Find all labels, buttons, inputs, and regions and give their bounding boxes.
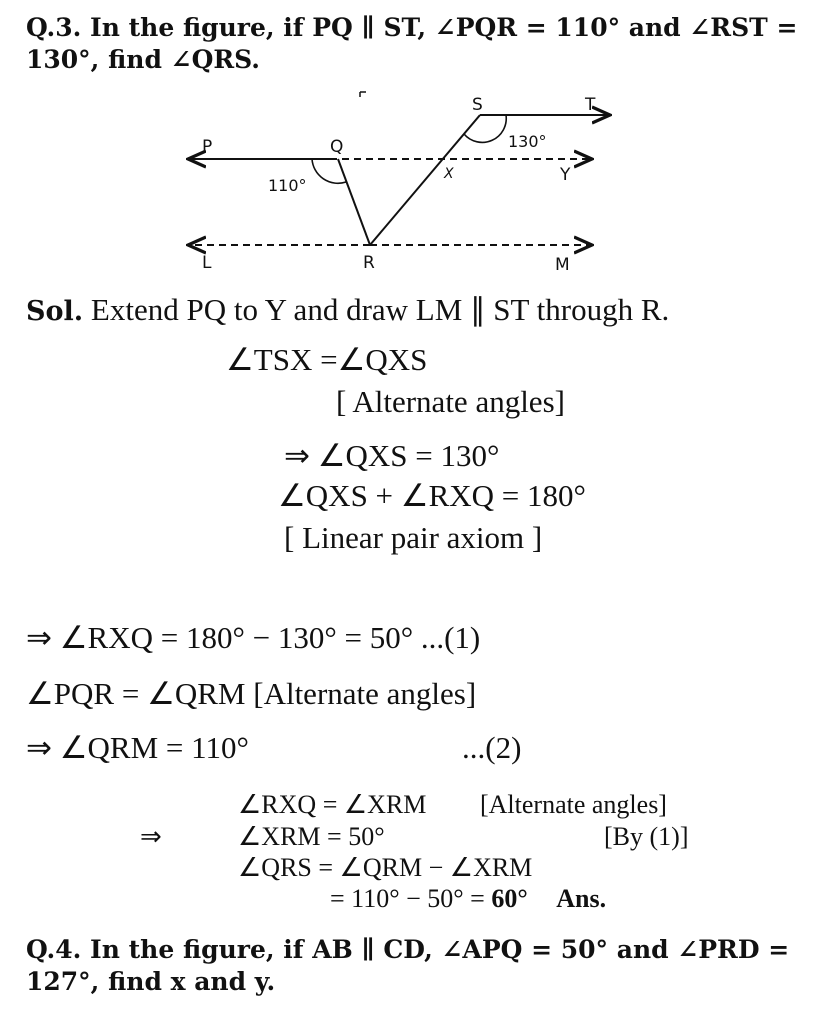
step-5: ∠PQR = ∠QRM [Alternate angles] <box>26 676 477 711</box>
label-angle-110: 110° <box>268 176 307 195</box>
step-1: ∠TSX =∠QXS <box>226 342 428 377</box>
question-4-label: Q.4. <box>26 935 82 964</box>
label-r: R <box>363 253 375 273</box>
step-1-reason: [ Alternate angles] <box>336 384 565 419</box>
label-x: X <box>444 166 454 182</box>
question-3-text-1: In the figure, if PQ ∥ ST, ∠PQR = 110° and ∠RST = <box>81 13 798 42</box>
label-m: M <box>555 255 570 275</box>
question-4-text-1: In the figure, if AB ∥ CD, ∠APQ = 50° and ∠PRD = <box>81 935 790 964</box>
aligned-row-3: ∠QRS = ∠QRM − ∠XRM <box>238 853 533 882</box>
question-3-line-2: 130°, find ∠QRS. <box>26 45 260 74</box>
question-3-line-1 <box>26 12 797 44</box>
aligned-row-4 <box>330 884 606 914</box>
step-3-reason: [ Linear pair axiom ] <box>284 520 543 555</box>
arc-130 <box>464 115 506 142</box>
label-p: P <box>202 137 213 157</box>
stray-mark <box>360 92 366 97</box>
geometry-figure <box>180 88 620 278</box>
label-y: Y <box>560 165 571 185</box>
label-l: L <box>202 253 212 273</box>
implies-arrow: ⇒ <box>140 822 162 851</box>
aligned-row-4-expr: = 110° − 50° = <box>330 884 492 913</box>
solution-intro-text: Extend PQ to Y and draw LM ∥ ST through R. <box>83 292 670 327</box>
aligned-row-2: ∠XRM = 50° <box>238 822 385 851</box>
answer-label: Ans. <box>556 884 607 913</box>
step-2: ⇒ ∠QXS = 130° <box>284 438 500 473</box>
step-6: ⇒ ∠QRM = 110° <box>26 730 249 765</box>
final-answer: 60° <box>491 884 528 913</box>
step-6-ref: ...(2) <box>462 730 522 765</box>
step-4: ⇒ ∠RXQ = 180° − 130° = 50° ...(1) <box>26 620 481 655</box>
solution-label: Sol. <box>26 296 84 327</box>
arc-110 <box>312 159 346 183</box>
question-3-label: Q.3. <box>26 13 82 42</box>
aligned-row-1-reason: [Alternate angles] <box>480 790 667 819</box>
label-s: S <box>472 95 483 115</box>
question-4-line-2: 127°, find x and y. <box>26 967 276 996</box>
aligned-row-2-reason: [By (1)] <box>604 822 689 851</box>
solution-intro <box>26 292 669 328</box>
label-t: T <box>585 95 596 115</box>
aligned-row-1: ∠RXQ = ∠XRM <box>238 790 427 819</box>
step-3: ∠QXS + ∠RXQ = 180° <box>278 478 586 513</box>
label-q: Q <box>330 137 344 157</box>
segment-qr <box>338 159 370 245</box>
question-4-line-1 <box>26 934 789 966</box>
label-angle-130: 130° <box>508 132 547 151</box>
